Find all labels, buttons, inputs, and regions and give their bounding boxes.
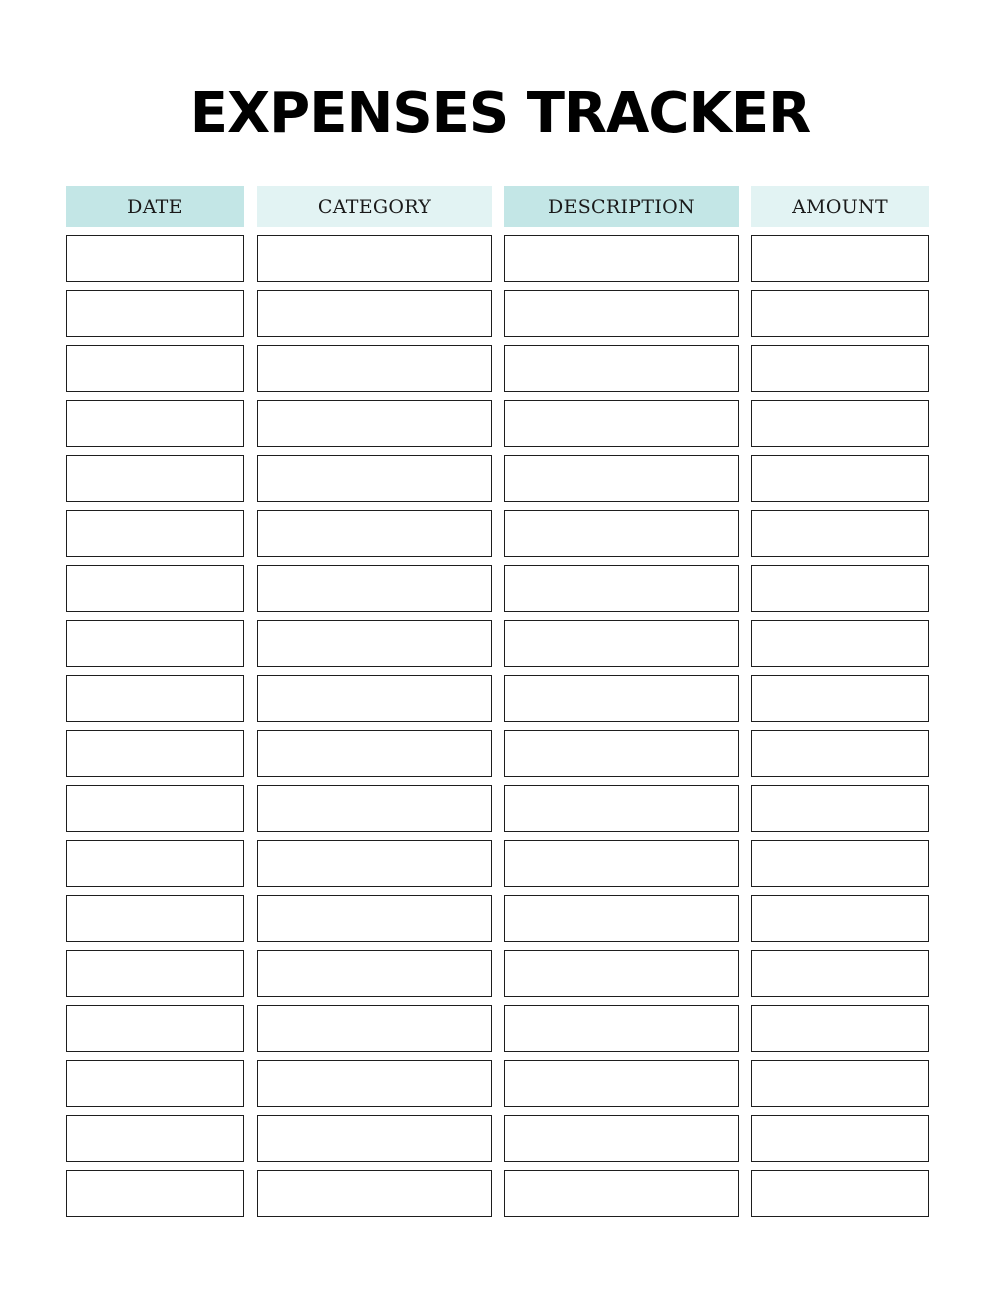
category-cell[interactable] [257,675,492,722]
description-cell[interactable] [504,1005,739,1052]
category-cell[interactable] [257,1060,492,1107]
date-cell[interactable] [66,1115,244,1162]
page-title: EXPENSES TRACKER [189,81,811,146]
date-cell[interactable] [66,1060,244,1107]
date-cell[interactable] [66,345,244,392]
description-cell[interactable] [504,730,739,777]
category-cell[interactable] [257,785,492,832]
category-cell[interactable] [257,620,492,667]
date-cell[interactable] [66,1005,244,1052]
description-column [504,186,739,1225]
date-cell[interactable] [66,235,244,282]
amount-cell[interactable] [751,510,929,557]
amount-cell[interactable] [751,840,929,887]
amount-cell[interactable] [751,675,929,722]
date-cell[interactable] [66,1170,244,1217]
amount-cell[interactable] [751,950,929,997]
description-cell[interactable] [504,1115,739,1162]
category-cell[interactable] [257,345,492,392]
description-cell[interactable] [504,785,739,832]
amount-cell[interactable] [751,1005,929,1052]
category-column [257,186,492,1225]
category-cell[interactable] [257,455,492,502]
category-cell[interactable] [257,510,492,557]
description-cell[interactable] [504,620,739,667]
description-header: DESCRIPTION [504,186,739,227]
category-cell[interactable] [257,290,492,337]
category-cell[interactable] [257,235,492,282]
amount-column [751,186,929,1225]
category-cell[interactable] [257,730,492,777]
date-column [66,186,244,1225]
amount-cell[interactable] [751,620,929,667]
amount-cell[interactable] [751,785,929,832]
amount-cell[interactable] [751,290,929,337]
category-cell[interactable] [257,565,492,612]
amount-cell[interactable] [751,895,929,942]
date-cell[interactable] [66,565,244,612]
description-cell[interactable] [504,950,739,997]
category-cell[interactable] [257,1005,492,1052]
description-cell[interactable] [504,895,739,942]
category-cell[interactable] [257,1170,492,1217]
description-cell[interactable] [504,290,739,337]
date-cell[interactable] [66,675,244,722]
amount-header: AMOUNT [751,186,929,227]
amount-cell[interactable] [751,455,929,502]
date-cell[interactable] [66,510,244,557]
amount-cell[interactable] [751,1115,929,1162]
amount-cell[interactable] [751,1170,929,1217]
date-cell[interactable] [66,620,244,667]
date-cell[interactable] [66,455,244,502]
date-cell[interactable] [66,785,244,832]
description-cell[interactable] [504,675,739,722]
category-header: CATEGORY [257,186,492,227]
description-cell[interactable] [504,1170,739,1217]
amount-cell[interactable] [751,345,929,392]
category-cell[interactable] [257,895,492,942]
date-cell[interactable] [66,290,244,337]
description-cell[interactable] [504,510,739,557]
description-cell[interactable] [504,455,739,502]
description-cell[interactable] [504,1060,739,1107]
amount-cell[interactable] [751,235,929,282]
amount-cell[interactable] [751,1060,929,1107]
description-cell[interactable] [504,400,739,447]
description-cell[interactable] [504,345,739,392]
date-cell[interactable] [66,730,244,777]
date-cell[interactable] [66,895,244,942]
description-cell[interactable] [504,840,739,887]
category-cell[interactable] [257,400,492,447]
category-cell[interactable] [257,950,492,997]
amount-cell[interactable] [751,400,929,447]
date-cell[interactable] [66,400,244,447]
category-cell[interactable] [257,840,492,887]
amount-cell[interactable] [751,565,929,612]
description-cell[interactable] [504,565,739,612]
date-header: DATE [66,186,244,227]
category-cell[interactable] [257,1115,492,1162]
description-cell[interactable] [504,235,739,282]
date-cell[interactable] [66,950,244,997]
date-cell[interactable] [66,840,244,887]
amount-cell[interactable] [751,730,929,777]
